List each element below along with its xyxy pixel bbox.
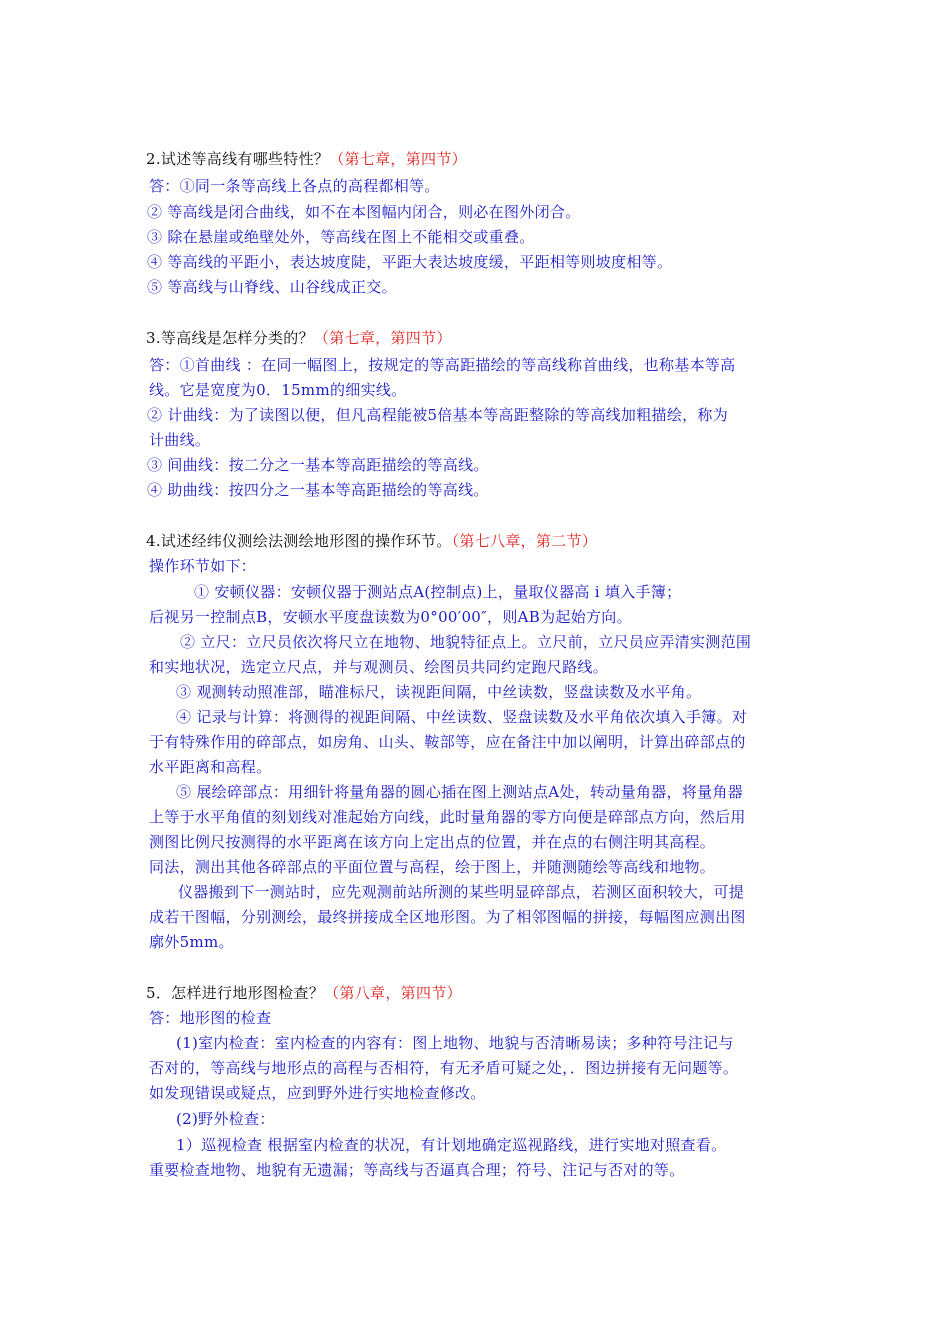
answer-line: 如发现错误或疑点，应到野外进行实地检查修改。: [149, 1084, 486, 1102]
answer-line: ⑤ 展绘碎部点：用细针将量角器的圆心插在图上测站点A处，转动量角器，将量角器: [176, 783, 744, 801]
answer-line: 测图比例尺按测得的水平距离在该方向上定出点的位置，并在点的右侧注明其高程。: [149, 833, 716, 851]
answer-line: 仪器搬到下一测站时，应先观测前站所测的某些明显碎部点，若测区面积较大，可提: [178, 883, 745, 901]
question-2: 2.试述等高线有哪些特性？（第七章，第四节）: [146, 150, 467, 168]
answer-line: ① 安顿仪器：安顿仪器于测站点A(控制点)上，量取仪器高 i 填入手簿；: [194, 583, 682, 601]
answer-line: ④ 等高线的平距小，表达坡度陡，平距大表达坡度缓，平距相等则坡度相等。: [147, 253, 673, 271]
answer-line: ③ 除在悬崖或绝壁处外，等高线在图上不能相交或重叠。: [147, 228, 535, 246]
answer-line: ② 等高线是闭合曲线，如不在本图幅内闭合，则必在图外闭合。: [147, 203, 581, 221]
answer-line: ③ 间曲线：按二分之一基本等高距描绘的等高线。: [147, 456, 489, 474]
answer-line: 线。它是宽度为0．15mm的细实线。: [149, 381, 407, 399]
answer-line: (1)室内检查：室内检查的内容有：图上地物、地貌与否清晰易读；多种符号注记与: [176, 1034, 734, 1052]
chapter-ref: （第七章，第四节）: [329, 150, 467, 168]
answer-line: 后视另一控制点B，安顿水平度盘读数为0°00′00″，则AB为起始方向。: [149, 608, 632, 626]
answer-line: 否对的，等高线与地形点的高程与否相符，有无矛盾可疑之处，．图边拼接有无问题等。: [149, 1059, 739, 1077]
answer-line: 计曲线。: [149, 431, 211, 449]
answer-line: 水平距离和高程。: [149, 758, 272, 776]
answer-line: ② 立尺：立尺员依次将尺立在地物、地貌特征点上。立尺前，立尺员应弄清实测范围: [180, 633, 752, 651]
answer-line: 操作环节如下：: [149, 557, 257, 575]
answer-line: ④ 助曲线：按四分之一基本等高距描绘的等高线。: [147, 481, 489, 499]
answer-line: 同法，测出其他各碎部点的平面位置与高程，绘于图上，并随测随绘等高线和地物。: [149, 858, 716, 876]
answer-line: 上等于水平角值的刻划线对准起始方向线，此时量角器的零方向便是碎部点方向，然后用: [149, 808, 746, 826]
question-4: 4.试述经纬仪测绘法测绘地形图的操作环节。（第七八章，第二节）: [146, 532, 598, 550]
answer-line: 成若干图幅，分别测绘，最终拼接成全区地形图。为了相邻图幅的拼接，每幅图应测出图: [149, 908, 746, 926]
answer-line: ② 计曲线：为了读图以便，但凡高程能被5倍基本等高距整除的等高线加粗描绘，称为: [147, 406, 729, 424]
answer-line: 于有特殊作用的碎部点，如房角、山头、鞍部等，应在备注中加以阐明，计算出碎部点的: [149, 733, 746, 751]
chapter-ref: （第七八章，第二节）: [451, 532, 598, 550]
answer-line: 答：①同一条等高线上各点的高程都相等。: [149, 177, 440, 195]
answer-line: (2)野外检查：: [176, 1110, 275, 1128]
answer-line: ④ 记录与计算：将测得的视距间隔、中丝读数、竖盘读数及水平角依次填入手簿。对: [176, 708, 748, 726]
answer-line: 和实地状况，选定立尺点，并与观测员、绘图员共同约定跑尺路线。: [149, 658, 609, 676]
chapter-ref: （第七章，第四节）: [313, 329, 452, 347]
answer-line: 答：地形图的检查: [149, 1009, 272, 1027]
answer-line: ⑤ 等高线与山脊线、山谷线成正交。: [147, 278, 397, 296]
answer-line: 1）巡视检查 根据室内检查的状况，有计划地确定巡视路线，进行实地对照查看。: [176, 1136, 727, 1154]
answer-line: 廓外5mm。: [149, 933, 234, 951]
chapter-ref: （第八章，第四节）: [324, 984, 462, 1002]
question-3: 3.等高线是怎样分类的？（第七章，第四节）: [146, 329, 452, 347]
answer-line: ③ 观测转动照准部，瞄准标尺，读视距间隔，中丝读数，竖盘读数及水平角。: [176, 683, 702, 701]
answer-line: 重要检查地物、地貌有无遗漏；等高线与否逼真合理；符号、注记与否对的等。: [149, 1161, 685, 1179]
answer-line: 答：①首曲线 ：在同一幅图上，按规定的等高距描绘的等高线称首曲线，也称基本等高: [149, 356, 736, 374]
question-5: 5．怎样进行地形图检查？（第八章，第四节）: [146, 984, 462, 1002]
